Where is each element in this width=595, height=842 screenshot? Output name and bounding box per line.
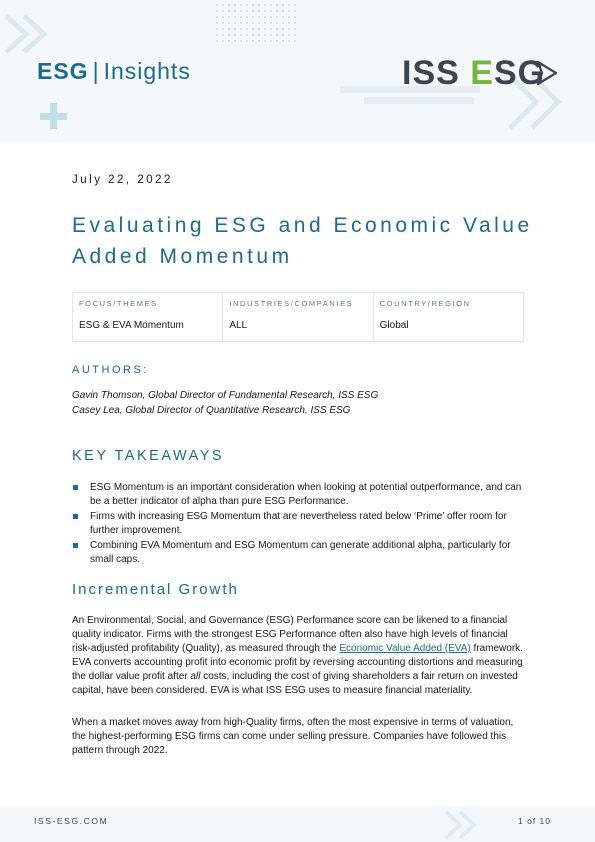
takeaway-text: ESG Momentum is an important consideration when looking at potential outperformance, and can be a better indicator of alpha than pure ESG Performance. — [90, 482, 522, 507]
takeaway-text: Combining EVA Momentum and ESG Momentum can generate additional alpha, particularly for small caps. — [90, 540, 511, 565]
logo-sg: SG — [493, 54, 546, 92]
takeaway-item — [72, 539, 527, 567]
meta-region — [374, 293, 523, 341]
logo-arrow-icon — [536, 60, 558, 86]
body-paragraph: When a market moves away from high-Quality firms, often the most expensive in terms of valuation, the highest-performing ESG firms can come under selling pressure. Companies have followed this pattern through 2022. — [72, 717, 514, 756]
esg-insights-brand — [37, 58, 191, 85]
author-line: Casey Lea, Global Director of Quantitative Research, ISS ESG — [72, 405, 351, 416]
meta-label: INDUSTRIES/COMPANIES — [229, 299, 354, 308]
square-bullet-icon — [73, 514, 78, 519]
square-bullet-icon — [73, 543, 78, 548]
takeaway-item — [72, 510, 527, 538]
brand-esg: ESG — [37, 58, 89, 84]
meta-value: ALL — [229, 320, 248, 331]
publication-date: July 22, 2022 — [72, 174, 173, 186]
meta-table — [72, 292, 524, 342]
iss-esg-logo — [402, 54, 545, 93]
paragraph-text: framework. EVA converts accounting profit into economic profit by reversing accounting distortions and measuring the dollar value profit after — [72, 643, 523, 682]
section-heading: Incremental Growth — [72, 581, 239, 598]
logo-e: E — [470, 54, 494, 92]
meta-label: FOCUS/THEMES — [79, 299, 158, 308]
meta-label: COUNTRY/REGION — [379, 299, 471, 308]
authors-heading: AUTHORS: — [72, 364, 149, 376]
body-paragraph — [72, 614, 527, 698]
takeaway-text: Firms with increasing ESG Momentum that are nevertheless rated below ‘Prime’ offer room for further improvement. — [90, 511, 507, 536]
meta-value: ESG & EVA Momentum — [79, 320, 184, 331]
page-number: 1 of 10 — [518, 816, 551, 826]
footer-site: ISS-ESG.COM — [34, 816, 109, 826]
meta-industries — [223, 293, 373, 341]
paragraph-text: costs, including the cost of giving shareholders a fair return on invested capital, have been considered. EVA is what ISS ESG uses to measure financial materiality. — [72, 671, 518, 696]
chevron-decoration-footer — [440, 808, 510, 842]
paragraph-text: An Environmental, Social, and Governance (ESG) Performance score can be likened to a financial quality indicator. Firms with the strongest ESG Performance often also have high levels of financial risk-adjusted profitability (Quality), as measured through the — [72, 615, 508, 654]
dot-pattern — [214, 2, 296, 46]
paragraph-emphasis: all — [190, 671, 201, 682]
brand-insights: Insights — [103, 58, 191, 84]
chevron-decoration-left — [0, 10, 60, 60]
page-title: Evaluating ESG and Economic Value Added Momentum — [72, 214, 533, 268]
key-takeaways-heading: KEY TAKEAWAYS — [72, 448, 225, 464]
meta-value: Global — [379, 320, 409, 331]
eva-link[interactable]: Economic Value Added (EVA) — [339, 643, 471, 654]
brand-separator: | — [92, 58, 100, 84]
square-bullet-icon — [73, 485, 78, 490]
stripe-decoration — [364, 97, 474, 104]
author-line: Gavin Thomson, Global Director of Fundamental Research, ISS ESG — [72, 390, 379, 401]
takeaway-item — [72, 481, 527, 509]
logo-iss: ISS — [402, 54, 471, 92]
authors-list — [72, 388, 378, 418]
plus-decoration — [40, 113, 67, 120]
key-takeaways-list — [72, 481, 527, 568]
meta-focus — [73, 293, 223, 341]
